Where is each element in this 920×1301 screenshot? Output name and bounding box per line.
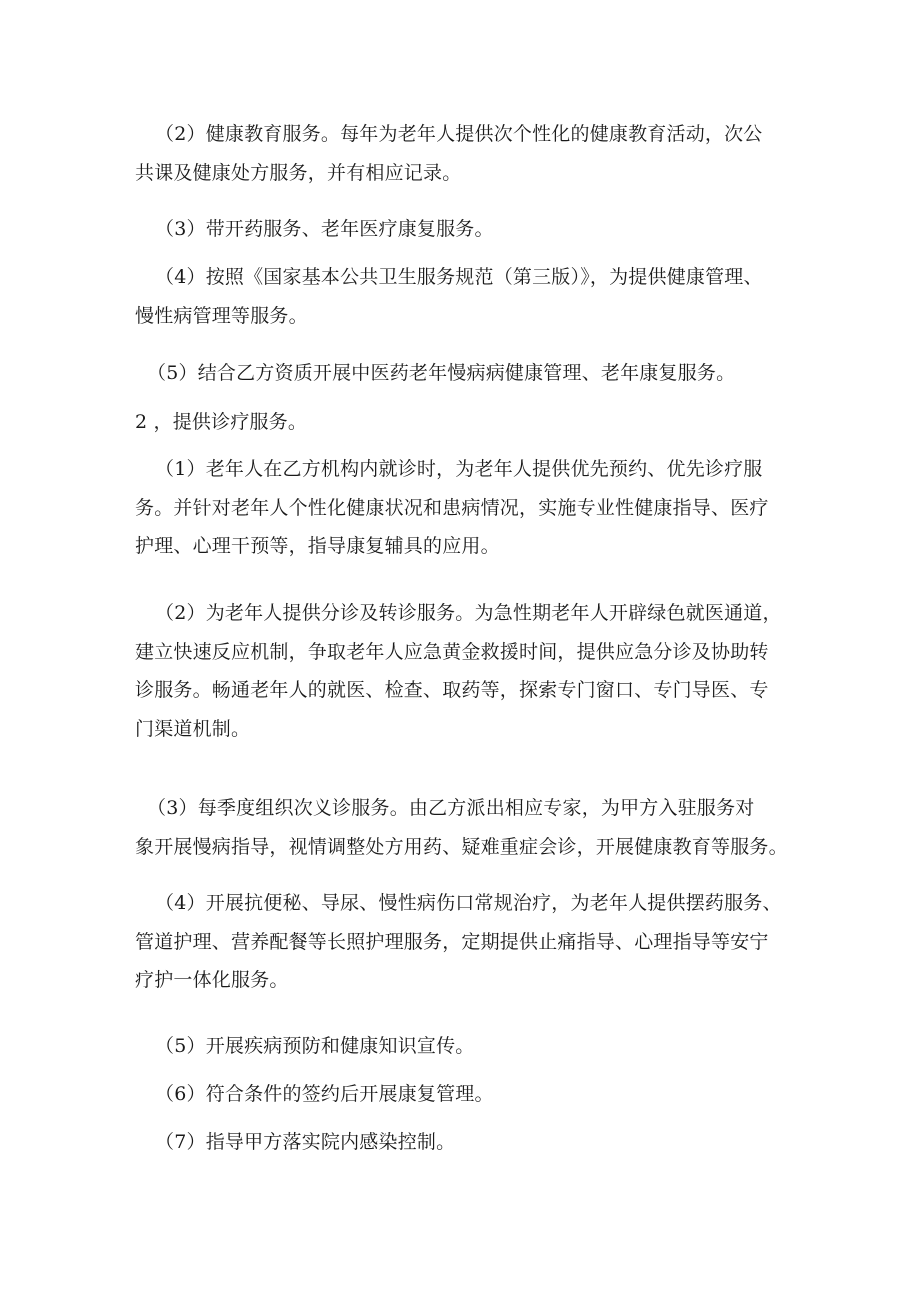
paragraph-public-health-standard	[135, 258, 795, 335]
paragraph-line: 诊服务。畅通老年人的就医、检查、取药等，探索专门窗口、专门导医、专	[135, 679, 769, 701]
paragraph-line: 务。并针对老年人个性化健康状况和患病情况，实施专业性健康指导、医疗	[135, 496, 769, 519]
paragraph-line: 象开展慢病指导，视情调整处方用药、疑难重症会诊，开展健康教育等服务。	[135, 835, 788, 858]
paragraph-line: （3）每季度组织次义诊服务。由乙方派出相应专家，为甲方入驻服务对	[147, 797, 755, 819]
paragraph-priority-treatment	[135, 450, 795, 566]
paragraph-line: （2）为老年人提供分诊及转诊服务。为急性期老年人开辟绿色就医通道，	[155, 602, 782, 624]
paragraph-line: 护理、心理干预等，指导康复辅具的应用。	[135, 535, 500, 557]
paragraph-line: （6）符合条件的签约后开展康复管理。	[155, 1083, 494, 1105]
paragraph-line: 建立快速反应机制，争取老年人应急黄金救援时间，提供应急分诊及协助转	[135, 640, 769, 663]
paragraph-infection-control	[135, 1123, 795, 1162]
paragraph-line: （4）按照《国家基本公共卫生服务规范（第三版）》，为提供健康管理、	[155, 266, 763, 288]
paragraph-line: （4）开展抗便秘、导尿、慢性病伤口常规治疗，为老年人提供摆药服务、	[155, 892, 782, 914]
paragraph-line: （1）老年人在乙方机构内就诊时，为老年人提供优先预约、优先诊疗服	[155, 458, 763, 480]
paragraph-health-education	[135, 115, 795, 192]
paragraph-line: 慢性病管理等服务。	[135, 304, 308, 327]
paragraph-triage-referral	[135, 594, 795, 748]
paragraph-line: （2）健康教育服务。每年为老年人提供次个性化的健康教育活动，次公	[155, 123, 763, 145]
paragraph-line: （5）结合乙方资质开展中医药老年慢病病健康管理、老年康复服务。	[147, 362, 736, 384]
paragraph-line: （3）带开药服务、老年医疗康复服务。	[155, 218, 494, 240]
section-heading-diagnosis	[135, 403, 795, 442]
paragraph-disease-prevention	[135, 1027, 795, 1066]
paragraph-line: 管道护理、营养配餐等长照护理服务，定期提供止痛指导、心理指导等安宁	[135, 930, 769, 953]
paragraph-line: 门渠道机制。	[135, 717, 251, 740]
paragraph-line: 共课及健康处方服务，并有相应记录。	[135, 161, 462, 184]
paragraph-rehab-management	[135, 1075, 795, 1114]
paragraph-line: （5）开展疾病预防和健康知识宣传。	[155, 1035, 475, 1057]
section-heading: 2 ，提供诊疗服务。	[135, 411, 308, 433]
paragraph-tcm-service	[135, 354, 795, 393]
paragraph-line: 疗护一体化服务。	[135, 969, 289, 991]
paragraph-medication-service	[135, 210, 795, 249]
paragraph-routine-treatment	[135, 884, 795, 1000]
paragraph-line: （7）指导甲方落实院内感染控制。	[155, 1131, 456, 1153]
paragraph-free-clinic	[135, 789, 795, 866]
